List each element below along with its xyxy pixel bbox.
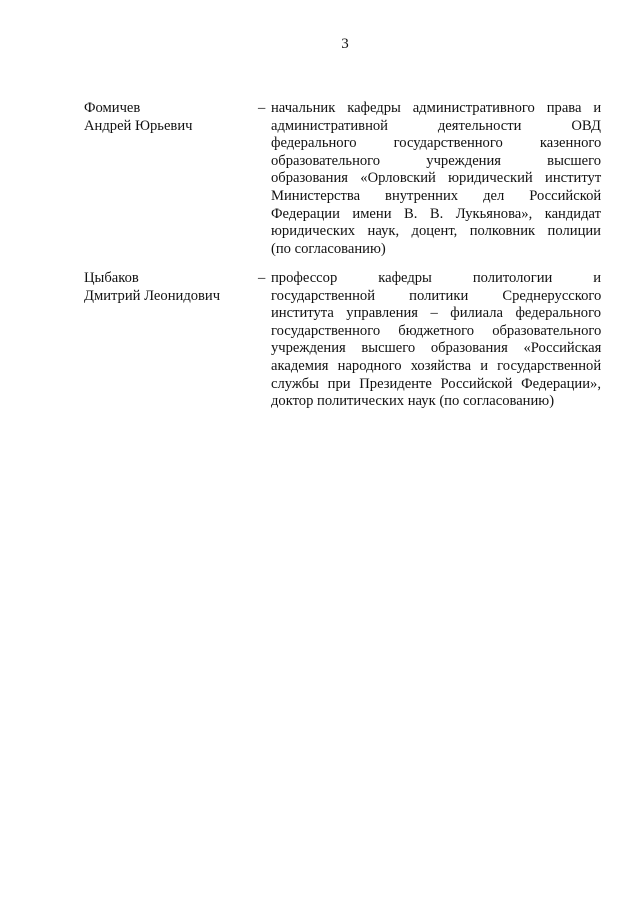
description-line: образования «Орловский юридический институт xyxy=(271,170,602,187)
description-line: начальник кафедры административного права и xyxy=(271,100,602,116)
dash-separator: – xyxy=(258,270,266,286)
member-description xyxy=(271,100,601,258)
description-line: юридических наук, доцент, полковник полиции xyxy=(271,223,601,240)
given-names: Андрей Юрьевич xyxy=(84,117,193,134)
description-line: института управления – филиала федерального xyxy=(271,305,601,322)
page-number: 3 xyxy=(341,36,349,52)
member-name xyxy=(84,100,192,135)
description-line: службы при Президенте Российской Федерации», xyxy=(271,375,601,392)
member-description xyxy=(271,270,601,411)
description-line: учреждения высшего образования «Российская xyxy=(271,340,602,357)
description-line: федерального государственного казенного xyxy=(271,135,602,152)
surname: Цыбаков xyxy=(84,270,139,286)
description-line: образовательного учреждения высшего xyxy=(271,152,601,169)
surname: Фомичев xyxy=(84,100,141,116)
description-line: профессор кафедры политологии и xyxy=(271,270,602,286)
description-line: (по согласованию) xyxy=(271,240,386,257)
description-line: академия народного хозяйства и государственной xyxy=(271,357,602,374)
description-line: государственного бюджетного образовательного xyxy=(271,322,602,339)
description-line: Министерства внутренних дел Российской xyxy=(271,187,602,204)
dash-separator: – xyxy=(258,100,266,116)
description-line: государственной политики Среднерусского xyxy=(271,287,602,304)
member-name xyxy=(84,270,220,305)
description-line: Федерации имени В. В. Лукьянова», кандидат xyxy=(271,205,601,222)
description-line: административной деятельности ОВД xyxy=(271,117,601,134)
description-line: доктор политических наук (по согласованию) xyxy=(271,393,555,410)
given-names: Дмитрий Леонидович xyxy=(84,287,221,304)
